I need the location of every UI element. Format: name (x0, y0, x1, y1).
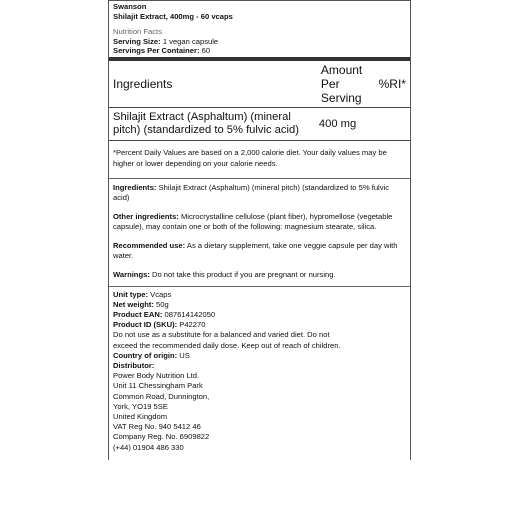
ingredient-ri (375, 107, 410, 140)
product-name: Shilajit Extract, 400mg - 60 vcaps (113, 11, 233, 21)
table-row (109, 107, 410, 140)
servings-label: Servings Per Container: (113, 46, 200, 55)
ingredients-title: Ingredients (113, 76, 173, 91)
disclaimer-line: exceed the recommended daily dose. Keep out of reach of children. (113, 340, 341, 350)
origin-value: US (179, 350, 190, 360)
ingredients-paragraph (113, 183, 406, 203)
other-ingredients-text: Microcrystalline cellulose (plant fiber), hypromellose (vegetable capsule), may contain one or both of the following: magnesium stearate, silica. (113, 211, 393, 231)
warnings-paragraph (113, 270, 406, 280)
nutrition-facts-heading: Nutrition Facts (113, 27, 162, 36)
ingredient-name: Shilajit Extract (Asphaltum) (mineral pitch) (standardized to 5% fulvic acid) (113, 110, 299, 136)
serving-size-value: 1 vegan capsule (162, 36, 219, 46)
serving-size (113, 37, 406, 47)
daily-value-footnote: *Percent Daily Values are based on a 2,000 calorie diet. Your daily values may be higher or lower depending on your calorie needs. (109, 140, 410, 178)
unit-type-value: Vcaps (150, 289, 172, 299)
sku-label: Product ID (SKU): (113, 320, 178, 330)
recommended-use-paragraph (113, 241, 406, 261)
distributor-line: York, YO19 5SE (113, 401, 168, 411)
net-weight-value: 50g (156, 299, 169, 309)
disclaimer-line: Do not use as a substitute for a balanced and varied diet. Do not (113, 330, 330, 340)
distributor-label: Distributor: (113, 360, 155, 370)
distributor-line: Common Road, Dunnington, (113, 391, 210, 401)
origin-label: Country of origin: (113, 350, 178, 360)
unit-type (113, 290, 406, 300)
nutrition-label (108, 0, 411, 460)
ingredient-amount: 400 mg (318, 117, 357, 130)
ean-label: Product EAN: (113, 309, 163, 319)
ri-header: %RI* (378, 76, 406, 91)
distributor-line: Power Body Nutrition Ltd. (113, 371, 200, 381)
ingredients-table (109, 61, 410, 140)
ingredients-label: Ingredients: (113, 182, 157, 192)
ingredients-text: Shilajit Extract (Asphaltum) (mineral pitch) (standardized to 5% fulvic acid) (113, 182, 390, 202)
brand-name: Swanson (113, 2, 147, 11)
servings-value: 60 (201, 46, 211, 55)
other-ingredients-paragraph (113, 212, 406, 232)
distributor-line: Unit 11 Chessingham Park (113, 381, 203, 391)
recommended-use-label: Recommended use: (113, 240, 186, 250)
servings-per-container (113, 46, 406, 56)
distributor-line: Company Reg. No. 6909822 (113, 432, 210, 442)
recommended-use-text: As a dietary supplement, take one veggie capsule per day with water. (113, 240, 398, 260)
serving-size-label: Serving Size: (113, 36, 161, 46)
unit-type-label: Unit type: (113, 289, 149, 299)
distributor-heading (113, 361, 406, 371)
product-info-section (109, 178, 410, 286)
distributor-line: VAT Reg No. 940 5412 46 (113, 422, 201, 432)
product-sku (113, 320, 406, 330)
net-weight-label: Net weight: (113, 299, 154, 309)
warnings-text: Do not take this product if you are pregnant or nursing. (151, 269, 336, 279)
sku-value: P42270 (179, 320, 206, 330)
net-weight (113, 300, 406, 310)
product-details-section (109, 286, 410, 456)
amount-header: Amount Per Serving (320, 62, 363, 105)
warnings-label: Warnings: (113, 269, 150, 279)
ean-value: 087614142050 (164, 309, 216, 319)
table-header-row (109, 61, 410, 108)
distributor-line: (+44) 01904 486 330 (113, 442, 184, 452)
label-header (109, 1, 410, 56)
country-of-origin (113, 351, 406, 361)
product-ean (113, 310, 406, 320)
other-ingredients-label: Other ingredients: (113, 211, 179, 221)
distributor-line: United Kingdom (113, 411, 168, 421)
